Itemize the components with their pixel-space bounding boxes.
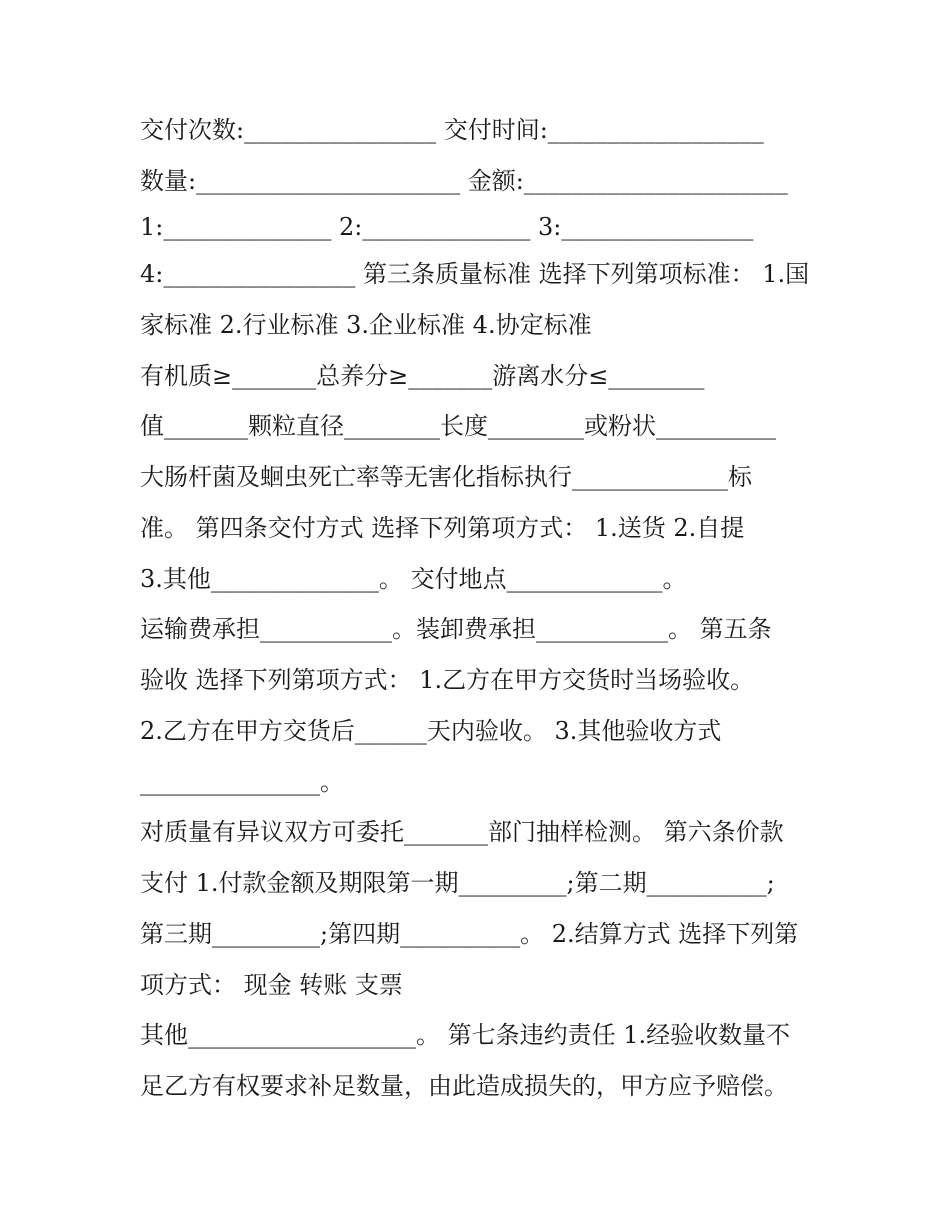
text-line-17: 第三期_________;第四期__________。 2.结算方式 选择下列第	[140, 920, 799, 948]
text-line-6: 有机质≥_______总养分≥_______游离水分≤________	[140, 362, 705, 390]
text-line-2: 数量:______________________ 金额:______________________	[140, 167, 788, 195]
text-line-15: 对质量有异议双方可委托_______部门抽样检测。 第六条价款	[140, 818, 784, 846]
text-line-12: 验收 选择下列第项方式： 1.乙方在甲方交货时当场验收。	[140, 666, 755, 694]
text-line-20: 足乙方有权要求补足数量，由此造成损失的，甲方应予赔偿。	[140, 1072, 788, 1100]
text-line-8: 大肠杆菌及蛔虫死亡率等无害化指标执行_____________标	[140, 463, 752, 491]
text-line-4: 4:________________ 第三条质量标准 选择下列第项标准： 1.国	[140, 260, 810, 288]
text-line-7: 值_______颗粒直径________长度________或粉状__________	[140, 412, 776, 440]
text-line-14: _______________。	[140, 768, 344, 796]
text-line-9: 准。 第四条交付方式 选择下列第项方式： 1.送货 2.自提	[140, 514, 745, 542]
text-line-13: 2.乙方在甲方交货后______天内验收。 3.其他验收方式	[140, 717, 722, 745]
text-line-10: 3.其他______________。 交付地点_____________。	[140, 565, 687, 593]
text-line-16: 支付 1.付款金额及期限第一期_________;第二期__________;	[140, 869, 775, 897]
text-line-1: 交付次数:________________ 交付时间:__________________	[140, 116, 764, 144]
text-line-5: 家标准 2.行业标准 3.企业标准 4.协定标准	[140, 311, 592, 339]
text-line-18: 项方式： 现金 转账 支票	[140, 971, 403, 999]
text-line-11: 运输费承担___________。装卸费承担___________。 第五条	[140, 615, 772, 643]
text-line-3: 1:______________ 2:______________ 3:________________	[140, 213, 754, 241]
text-line-19: 其他___________________。 第七条违约责任 1.经验收数量不	[140, 1021, 791, 1049]
